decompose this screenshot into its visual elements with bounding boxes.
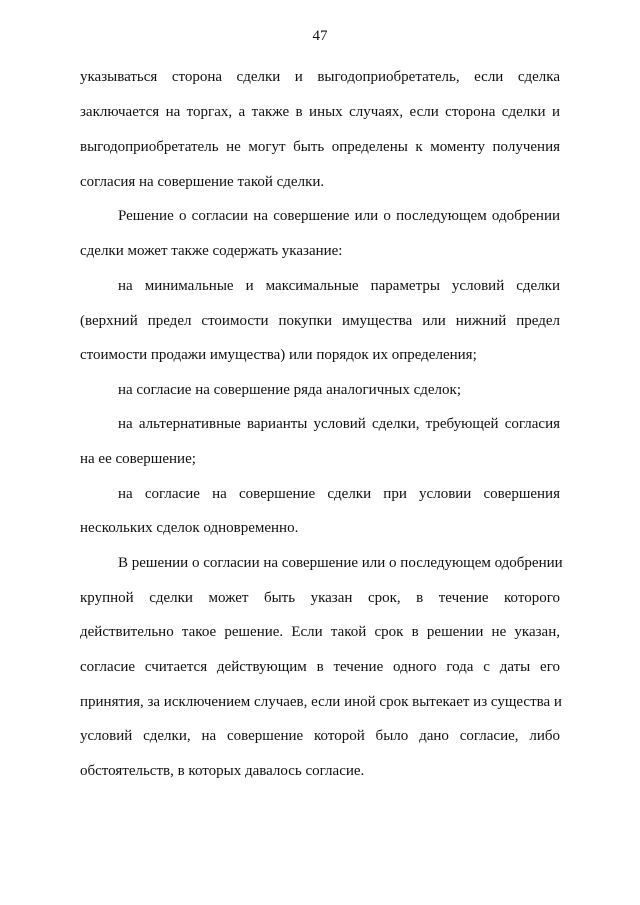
page-number: 47 — [312, 28, 328, 44]
text-line: согласие считается действующим в течение одного года с даты его — [80, 659, 560, 675]
text-line: согласия на совершение такой сделки. — [80, 174, 325, 190]
text-line: обстоятельств, в которых давалось согласие. — [80, 763, 365, 779]
text-line: крупной сделки может быть указан срок, в течение которого — [80, 590, 560, 606]
text-line: действительно такое решение. Если такой срок в решении не указан, — [80, 624, 560, 640]
text-line: (верхний предел стоимости покупки имущества или нижний предел — [80, 313, 560, 329]
text-line: указываться сторона сделки и выгодоприобретатель, если сделка — [80, 69, 560, 85]
text-line: на ее совершение; — [80, 451, 196, 467]
text-line: на минимальные и максимальные параметры условий сделки — [118, 278, 560, 294]
text-line: принятия, за исключением случаев, если иной срок вытекает из существа и — [80, 694, 562, 710]
text-line: нескольких сделок одновременно. — [80, 520, 299, 536]
text-line: стоимости продажи имущества) или порядок их определения; — [80, 347, 477, 363]
text-line: на альтернативные варианты условий сделки, требующей согласия — [118, 416, 560, 432]
text-line: условий сделки, на совершение которой было дано согласие, либо — [80, 728, 560, 744]
text-line: сделки может также содержать указание: — [80, 243, 343, 259]
text-line: на согласие на совершение сделки при условии совершения — [118, 486, 560, 502]
text-line: В решении о согласии на совершение или о последующем одобрении — [118, 555, 563, 571]
text-line: Решение о согласии на совершение или о последующем одобрении — [118, 208, 560, 224]
text-line: на согласие на совершение ряда аналогичных сделок; — [118, 382, 462, 398]
text-line: заключается на торгах, а также в иных случаях, если сторона сделки и — [80, 104, 560, 120]
text-line: выгодоприобретатель не могут быть определены к моменту получения — [80, 139, 560, 155]
